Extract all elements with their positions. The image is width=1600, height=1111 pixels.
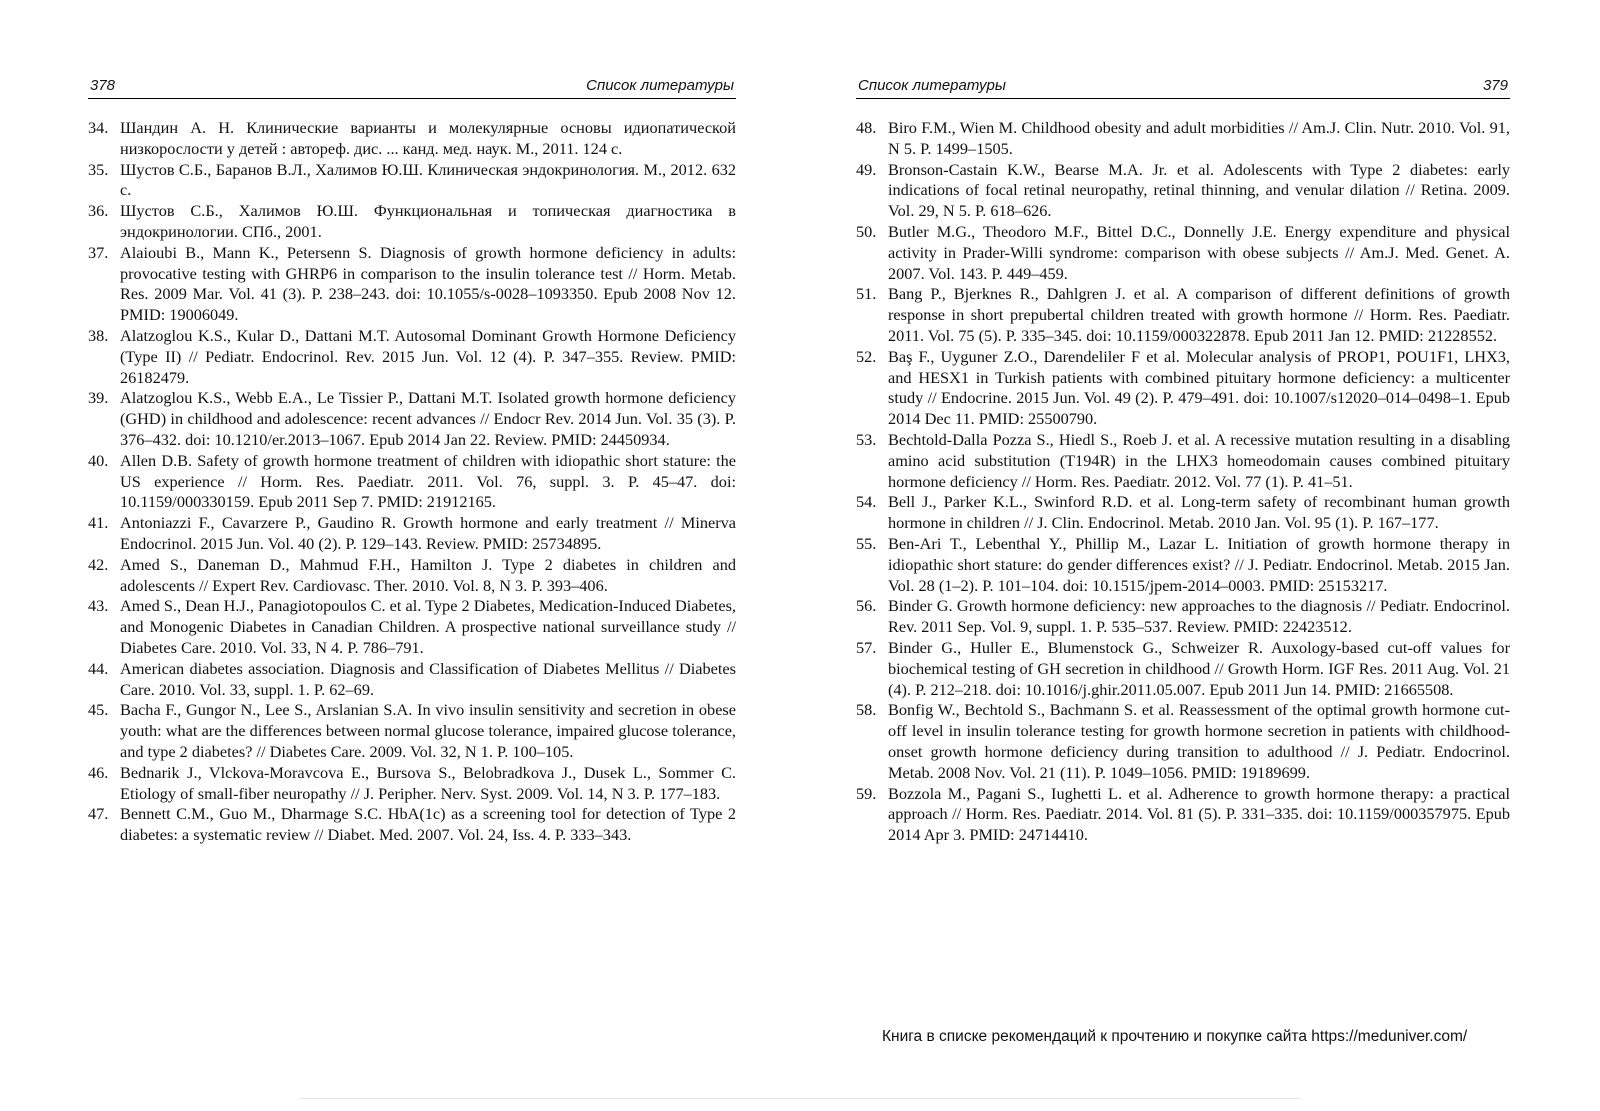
- right-running-title: Список литературы: [858, 77, 1006, 94]
- reference-number: 55.: [856, 533, 877, 553]
- reference-item: [88, 201, 736, 243]
- reference-item: [856, 160, 1510, 222]
- reference-number: 45.: [88, 700, 109, 720]
- reference-text: Antoniazzi F., Cavarzere P., Gaudino R. Growth hormone and early treatment // Minerva Endocrinol. 2015 Jun. Vol. 40 (2). P. 129–143. Review. PMID: 25734895.: [120, 513, 736, 553]
- reference-item: [88, 388, 736, 450]
- reference-text: Butler M.G., Theodoro M.F., Bittel D.C., Donnelly J.E. Energy expenditure and physical activity in Prader-Willi syndrome: comparison with obese subjects // Am.J. Med. Genet. A. 2007. Vol. 143. P. 449–459.: [888, 221, 1510, 283]
- page-bottom-edge: [300, 1098, 1300, 1099]
- reference-number: 44.: [88, 658, 109, 678]
- reference-item: [88, 659, 736, 701]
- reference-item: [88, 451, 736, 513]
- reference-item: [88, 118, 736, 160]
- reference-item: [856, 347, 1510, 430]
- reference-item: [856, 638, 1510, 700]
- reference-number: 43.: [88, 596, 109, 616]
- reference-item: [856, 284, 1510, 346]
- reference-text: Bozzola M., Pagani S., Iughetti L. et al. Adherence to growth hormone therapy: a practical approach // Horm. Res. Paediatr. 2014. Vol. 81 (5). P. 331–335. doi: 10.1159/000357975. Epub 2014 Apr 3. PMID: 24714410.: [888, 783, 1510, 845]
- reference-number: 53.: [856, 429, 877, 449]
- reference-text: Шустов С.Б., Баранов В.Л., Халимов Ю.Ш. Клиническая эндокринология. М., 2012. 632 с.: [120, 159, 736, 200]
- reference-number: 49.: [856, 159, 877, 179]
- right-page-header: [856, 72, 1510, 99]
- reference-text: Bronson-Castain K.W., Bearse M.A. Jr. et al. Adolescents with Type 2 diabetes: early indications of focal retinal neuropathy, retinal thinning, and venular dilation // Retina. 2009. Vol. 29, N 5. P. 618–626.: [888, 159, 1510, 221]
- reference-text: Bonfig W., Bechtold S., Bachmann S. et al. Reassessment of the optimal growth hormone cut-off level in insulin tolerance testing for growth hormone secretion in patients with childhood-onset growth hormone deficiency during transition to adulthood // J. Pediatr. Endocrinol. Metab. 2008 Nov. Vol. 21 (11). P. 1049–1056. PMID: 19189699.: [888, 700, 1510, 782]
- reference-text: Amed S., Dean H.J., Panagiotopoulos C. et al. Type 2 Diabetes, Medication-Induced Diabetes, and Monogenic Diabetes in Canadian Children. A prospective national surveillance study // Diabetes Care. 2010. Vol. 33, N 4. P. 786–791.: [120, 596, 736, 657]
- reference-item: [88, 596, 736, 658]
- reference-text: Bang P., Bjerknes R., Dahlgren J. et al. A comparison of different definitions of growth response in short prepubertal children treated with growth hormone // Horm. Res. Paediatr. 2011. Vol. 75 (5). P. 335–345. doi: 10.1159/000322878. Epub 2011 Jan 12. PMID: 21228552.: [888, 284, 1510, 345]
- reference-text: Binder G., Huller E., Blumenstock G., Schweizer R. Auxology-based cut-off values for biochemical testing of GH secretion in childhood // Growth Horm. IGF Res. 2011 Aug. Vol. 21 (4). P. 212–218. doi: 10.1016/j.ghir.2011.05.007. Epub 2011 Jun 14. PMID: 21665508.: [888, 637, 1510, 699]
- reference-item: [88, 326, 736, 388]
- right-page: [856, 0, 1510, 1111]
- reference-item: [856, 700, 1510, 783]
- reference-number: 35.: [88, 159, 109, 179]
- reference-number: 59.: [856, 783, 877, 803]
- reference-item: [88, 555, 736, 597]
- reference-item: [88, 513, 736, 555]
- reference-number: 48.: [856, 118, 877, 137]
- reference-item: [88, 243, 736, 326]
- reference-text: Bennett C.M., Guo M., Dharmage S.C. HbA(1c) as a screening tool for detection of Type 2 diabetes: a systematic review // Diabet. Med. 2007. Vol. 24, Iss. 4. P. 333–343.: [120, 804, 736, 845]
- reference-item: [856, 492, 1510, 534]
- reference-number: 36.: [88, 201, 109, 221]
- reference-number: 54.: [856, 492, 877, 512]
- reference-item: [856, 784, 1510, 846]
- reference-item: [856, 430, 1510, 492]
- reference-number: 50.: [856, 221, 877, 241]
- reference-number: 51.: [856, 284, 877, 304]
- reference-item: [88, 160, 736, 202]
- reference-number: 40.: [88, 450, 109, 470]
- reference-number: 58.: [856, 700, 877, 720]
- reference-number: 34.: [88, 118, 109, 137]
- reference-number: 52.: [856, 346, 877, 366]
- right-reference-list: [856, 118, 1510, 846]
- reference-number: 56.: [856, 596, 877, 616]
- reference-number: 39.: [88, 388, 109, 408]
- reference-text: Alatzoglou K.S., Webb E.A., Le Tissier P., Dattani M.T. Isolated growth hormone deficiency (GHD) in childhood and adolescence: recent advances // Endocr Rev. 2014 Jun. Vol. 35 (3). P. 376–432. doi: 10.1210/er.2013–1067. Epub 2014 Jan 22. Review. PMID: 24450934.: [120, 388, 736, 449]
- footer-note: Книга в списке рекомендаций к прочтению и покупке сайта https://meduniver.com/: [882, 1028, 1468, 1045]
- reference-item: [88, 700, 736, 762]
- reference-item: [856, 222, 1510, 284]
- reference-text: Bechtold-Dalla Pozza S., Hiedl S., Roeb J. et al. A recessive mutation resulting in a disabling amino acid substitution (T194R) in the LHX3 homeodomain causes combined pituitary hormone deficiency // Horm. Res. Paediatr. 2012. Vol. 77 (1). P. 41–51.: [888, 429, 1510, 491]
- reference-item: [856, 596, 1510, 638]
- reference-number: 41.: [88, 513, 109, 533]
- reference-number: 47.: [88, 804, 109, 824]
- reference-number: 42.: [88, 554, 109, 574]
- reference-text: Binder G. Growth hormone deficiency: new approaches to the diagnosis // Pediatr. Endocrinol. Rev. 2011 Sep. Vol. 9, suppl. 1. P. 535–537. Review. PMID: 22423512.: [888, 596, 1510, 637]
- reference-text: Bacha F., Gungor N., Lee S., Arslanian S.A. In vivo insulin sensitivity and secretion in obese youth: what are the differences between normal glucose tolerance, impaired glucose tolerance, and type 2 diabetes? // Diabetes Care. 2009. Vol. 32, N 1. P. 100–105.: [120, 700, 736, 761]
- reference-number: 38.: [88, 325, 109, 345]
- reference-text: Biro F.M., Wien M. Childhood obesity and adult morbidities // Am.J. Clin. Nutr. 2010. Vol. 91, N 5. P. 1499–1505.: [888, 118, 1510, 158]
- reference-item: [856, 534, 1510, 596]
- left-page: [88, 0, 736, 1111]
- reference-text: American diabetes association. Diagnosis and Classification of Diabetes Mellitus // Diabetes Care. 2010. Vol. 33, suppl. 1. P. 62–69.: [120, 658, 736, 699]
- reference-item: [88, 763, 736, 805]
- reference-item: [856, 118, 1510, 160]
- reference-text: Ben-Ari T., Lebenthal Y., Phillip M., Lazar L. Initiation of growth hormone therapy in idiopathic short stature: do gender differences exist? // J. Pediatr. Endocrinol. Metab. 2015 Jan. Vol. 28 (1–2). P. 101–104. doi: 10.1515/jpem-2014–0003. PMID: 25153217.: [888, 533, 1510, 595]
- reference-text: Alaioubi B., Mann K., Petersenn S. Diagnosis of growth hormone deficiency in adults: provocative testing with GHRP6 in comparison to the insulin tolerance test // Horm. Metab. Res. 2009 Mar. Vol. 41 (3). P. 238–243. doi: 10.1055/s-0028–1093350. Epub 2008 Nov 12. PMID: 19006049.: [120, 242, 736, 325]
- reference-number: 37.: [88, 242, 109, 262]
- reference-text: Шандин А. Н. Клинические варианты и молекулярные основы идиопатической низкорослости у детей : автореф. дис. ... канд. мед. наук. М., 2011. 124 с.: [120, 118, 736, 158]
- reference-text: Шустов С.Б., Халимов Ю.Ш. Функциональная и топическая диагностика в эндокринологии. СПб., 2001.: [120, 201, 736, 241]
- right-page-number: 379: [1482, 77, 1508, 94]
- reference-number: 46.: [88, 762, 109, 782]
- left-page-header: [88, 72, 736, 99]
- reference-text: Bell J., Parker K.L., Swinford R.D. et al. Long-term safety of recombinant human growth hormone in children // J. Clin. Endocrinol. Metab. 2010 Jan. Vol. 95 (1). P. 167–177.: [888, 492, 1510, 533]
- reference-text: Amed S., Daneman D., Mahmud F.H., Hamilton J. Type 2 diabetes in children and adolescents // Expert Rev. Cardiovasc. Ther. 2010. Vol. 8, N 3. P. 393–406.: [120, 554, 736, 595]
- left-page-number: 378: [90, 77, 116, 94]
- reference-text: Allen D.B. Safety of growth hormone treatment of children with idiopathic short stature: the US experience // Horm. Res. Paediatr. 2011. Vol. 76, suppl. 3. P. 45–47. doi: 10.1159/000330159. Epub 2011 Sep 7. PMID: 21912165.: [120, 450, 736, 512]
- reference-number: 57.: [856, 637, 877, 657]
- reference-text: Alatzoglou K.S., Kular D., Dattani M.T. Autosomal Dominant Growth Hormone Deficiency (Type II) // Pediatr. Endocrinol. Rev. 2015 Jun. Vol. 12 (4). P. 347–355. Review. PMID: 26182479.: [120, 325, 736, 387]
- left-reference-list: [88, 118, 736, 846]
- reference-text: Bednarik J., Vlckova-Moravcova E., Bursova S., Belobradkova J., Dusek L., Sommer C. Etiology of small-fiber neuropathy // J. Peripher. Nerv. Syst. 2009. Vol. 14, N 3. P. 177–183.: [120, 762, 736, 803]
- reference-item: [88, 804, 736, 846]
- left-running-title: Список литературы: [586, 77, 734, 94]
- reference-text: Baş F., Uyguner Z.O., Darendeliler F et al. Molecular analysis of PROP1, POU1F1, LHX3, and HESX1 in Turkish patients with combined pituitary hormone deficiency: a multicenter study // Endocrine. 2015 Jun. Vol. 49 (2). P. 479–491. doi: 10.1007/s12020–014–0498–1. Epub 2014 Dec 11. PMID: 25500790.: [888, 346, 1510, 429]
